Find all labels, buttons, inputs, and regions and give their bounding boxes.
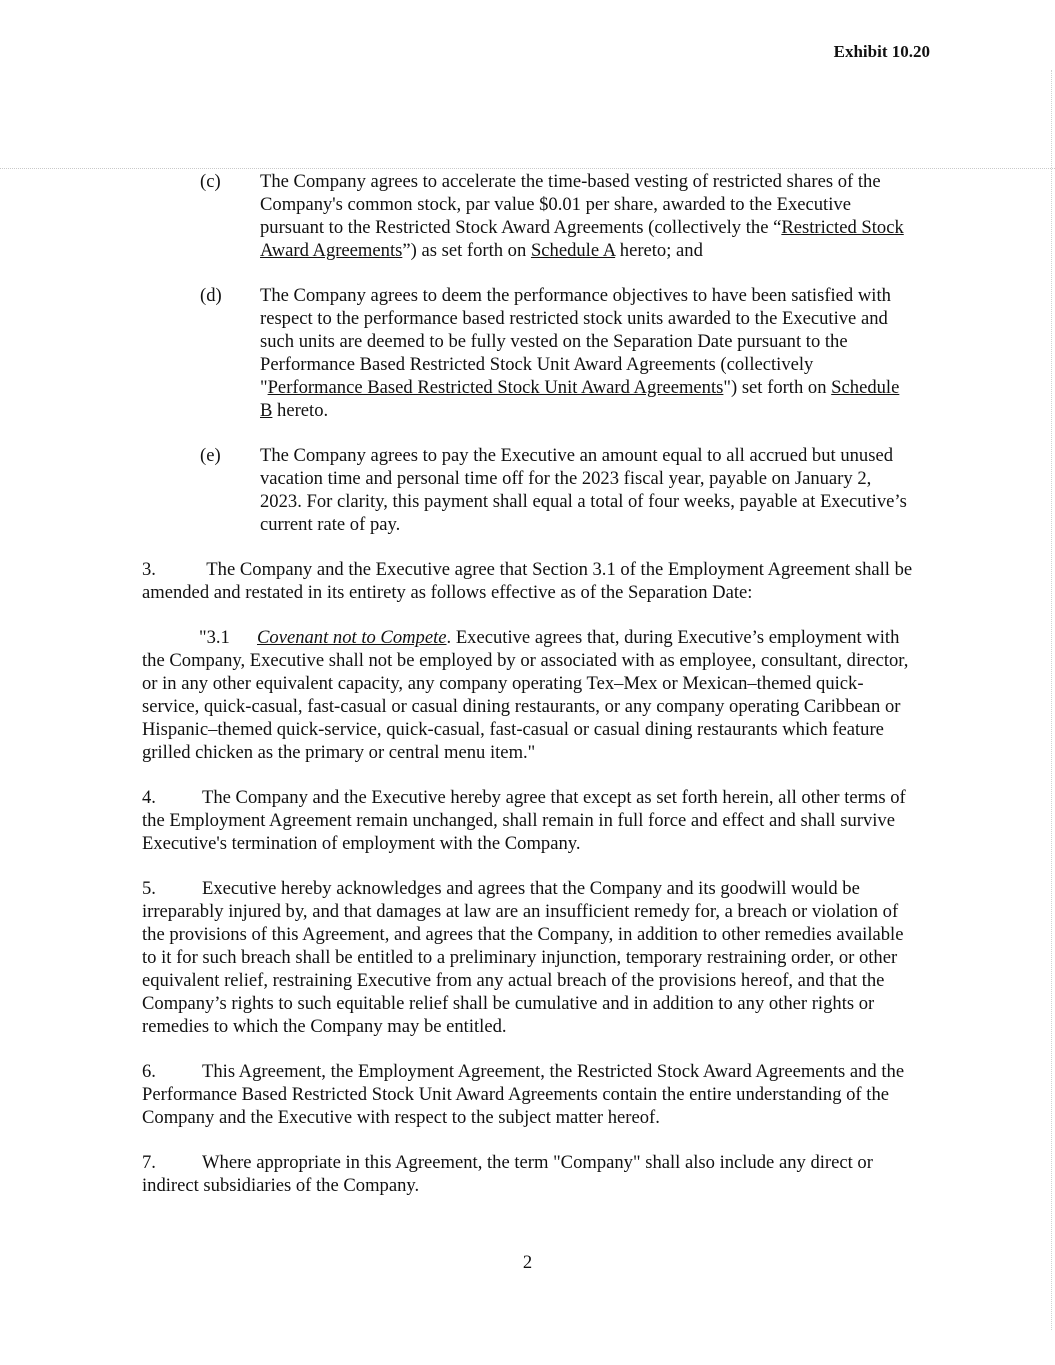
paragraph-number: 3.	[142, 559, 156, 580]
schedule-reference: Schedule A	[530, 240, 616, 261]
paragraph-text: This Agreement, the Employment Agreement, the Restricted Stock Award Agreements and the Performance Based Restricted Stock Unit Award Agreements contain the entire understanding of the Company and the Executive with respect to the subject matter hereof.	[142, 1061, 905, 1128]
quote-section-number: "3.1	[199, 627, 230, 648]
paragraph-5	[142, 877, 917, 1038]
covenant-title: Covenant not to Compete	[257, 627, 447, 648]
paragraph-6	[142, 1060, 917, 1129]
paragraph-number: 5.	[142, 878, 156, 899]
scan-artifact-edge	[1051, 70, 1052, 1330]
subsection-label: (c)	[200, 171, 221, 192]
defined-term: Restricted Stock Award Agreements	[260, 217, 904, 261]
subsection-label: (d)	[200, 285, 222, 306]
covenant-quote	[142, 626, 917, 764]
schedule-reference: Schedule B	[260, 377, 900, 421]
defined-term: Performance Based Restricted Stock Unit Award Agreements	[267, 377, 724, 398]
subsection-text: The Company agrees to deem the performance objectives to have been satisfied with respect to the performance based restricted stock units awarded to the Executive and such units are deemed to be fully vested on the Separation Date pursuant to the Performance Based Restricted Stock Unit Award Agreements (collectively "Performance Based Restricted Stock Unit Award Agreements") set forth on Schedule B hereto.	[260, 285, 900, 421]
paragraph-number: 7.	[142, 1152, 156, 1173]
paragraph-text: Where appropriate in this Agreement, the term "Company" shall also include any direct or indirect subsidiaries of the Company.	[142, 1152, 873, 1196]
subsection-text: The Company agrees to pay the Executive an amount equal to all accrued but unused vacation time and personal time off for the 2023 fiscal year, payable on January 2, 2023. For clarity, this payment shall equal a total of four weeks, payable at Executive’s current rate of pay.	[260, 445, 907, 535]
exhibit-label: Exhibit 10.20	[833, 42, 930, 61]
scan-artifact-line	[0, 168, 1055, 169]
paragraph-number: 6.	[142, 1061, 156, 1082]
page-number: 2	[522, 1252, 533, 1273]
paragraph-text: Executive hereby acknowledges and agrees that the Company and its goodwill would be irreparably injured by, and that damages at law are an insufficient remedy for, a breach or violation of the provisions of this Agreement, and agrees that the Company, in addition to other remedies available to it for such breach shall be entitled to a preliminary injunction, temporary restraining order, or other equivalent relief, restraining Executive from any actual breach of the provisions hereof, and that the Company’s rights to such equitable relief shall be cumulative and in addition to any other rights or remedies to which the Company may be entitled.	[142, 878, 904, 1037]
paragraph-number: 4.	[142, 787, 156, 808]
subsection-text: The Company agrees to accelerate the time-based vesting of restricted shares of the Company's common stock, par value $0.01 per share, awarded to the Executive pursuant to the Restricted Stock Award Agreements (collectively the “Restricted Stock Award Agreements”) as set forth on Schedule A hereto; and	[260, 171, 904, 261]
paragraph-7	[142, 1151, 917, 1197]
paragraph-text: The Company and the Executive agree that Section 3.1 of the Employment Agreement shall be amended and restated in its entirety as follows effective as of the Separation Date:	[142, 559, 913, 603]
paragraph-4	[142, 786, 917, 855]
quote-text: . Executive agrees that, during Executive’s employment with the Company, Executive shall not be employed by or associated with as employee, consultant, director, or in any other equivalent capacity, any company operating Tex–Mex or Mexican–themed quick-service, quick-casual, fast-casual or casual dining restaurants, or any company operating Caribbean or Hispanic–themed quick-service, quick-casual, fast-casual or casual dining restaurants which feature grilled chicken as the primary or central menu item."	[142, 627, 909, 763]
subsection-label: (e)	[200, 445, 221, 466]
paragraph-3	[142, 558, 917, 604]
paragraph-text: The Company and the Executive hereby agree that except as set forth herein, all other terms of the Employment Agreement remain unchanged, shall remain in full force and effect and shall survive Executive's termination of employment with the Company.	[142, 787, 906, 854]
